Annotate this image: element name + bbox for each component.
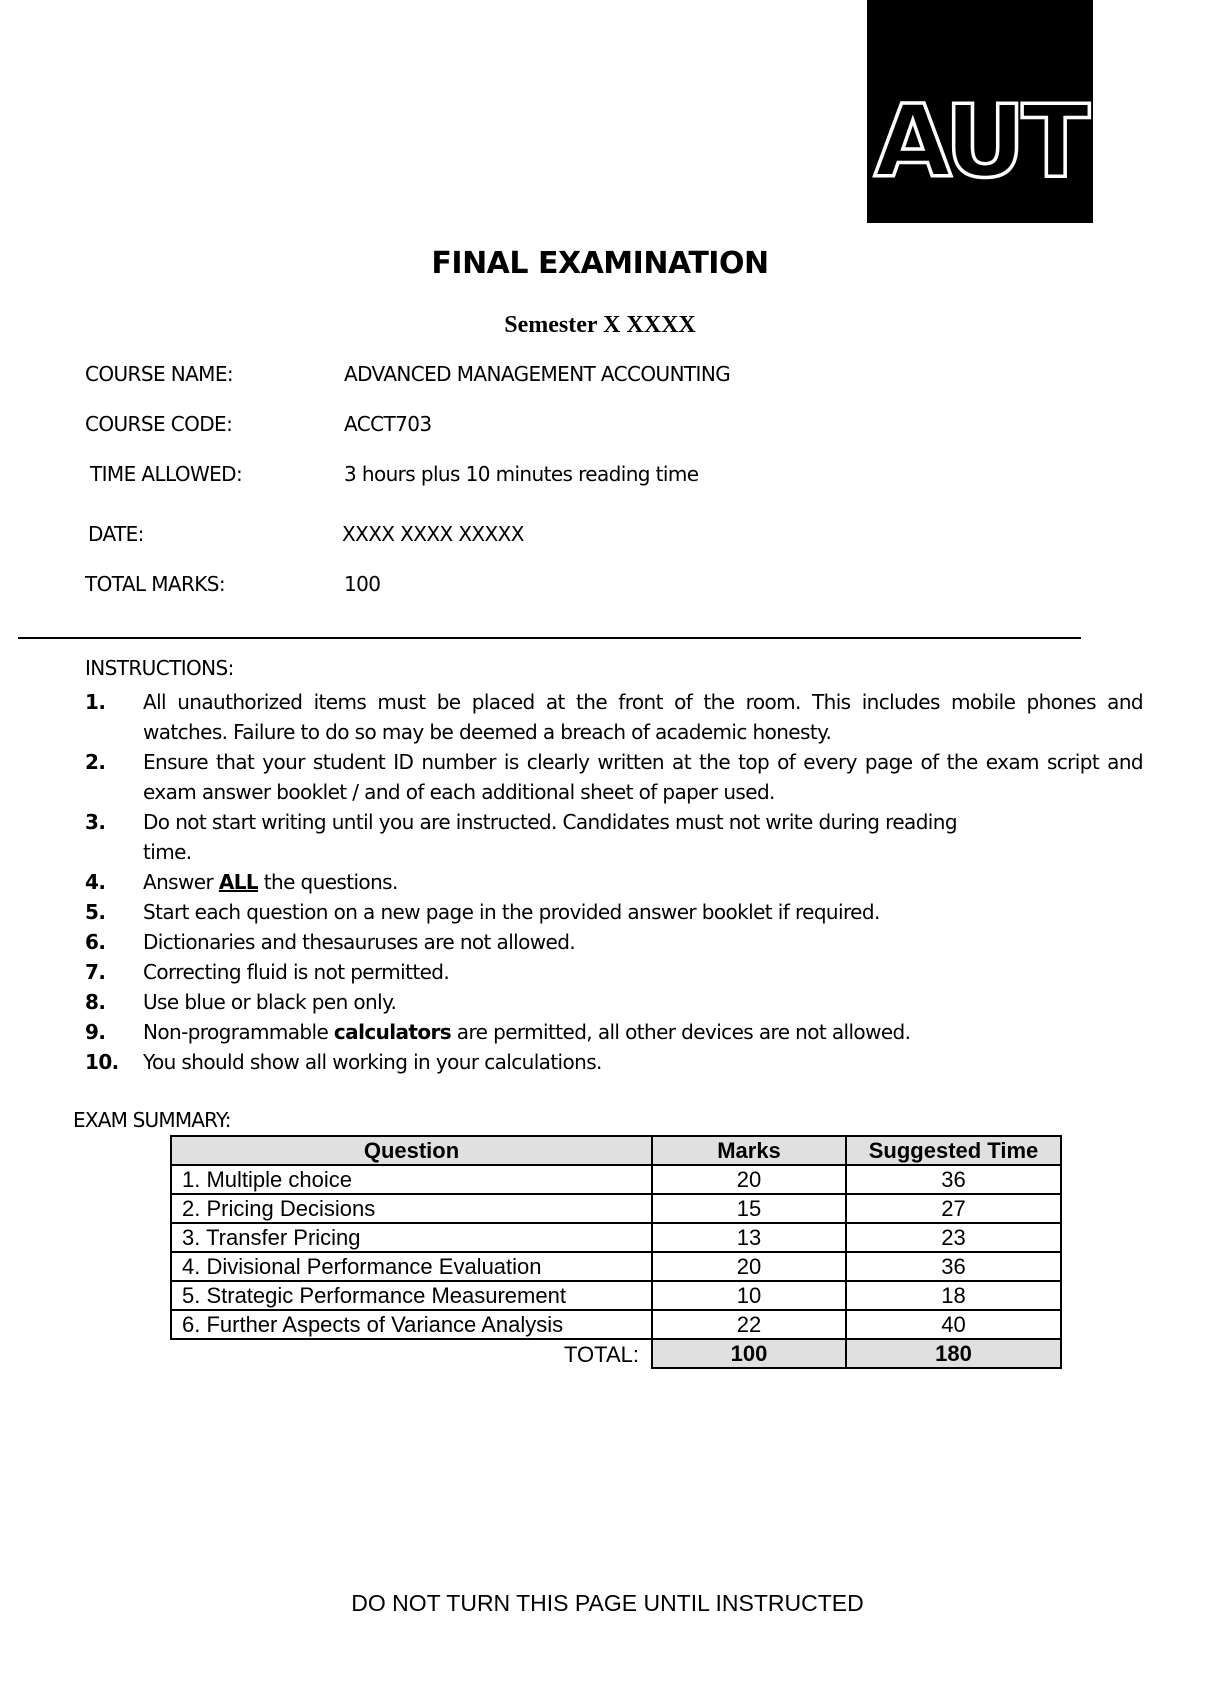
cell-marks: 15 bbox=[652, 1194, 846, 1223]
footer-notice: DO NOT TURN THIS PAGE UNTIL INSTRUCTED bbox=[351, 1590, 864, 1616]
cell-time: 40 bbox=[846, 1310, 1061, 1339]
column-header-marks: Marks bbox=[652, 1136, 846, 1165]
instruction-item bbox=[85, 867, 1143, 897]
instruction-text: Correcting fluid is not permitted. bbox=[143, 960, 450, 984]
exam-summary-table bbox=[170, 1135, 1062, 1369]
cell-time: 18 bbox=[846, 1281, 1061, 1310]
instruction-number: 1. bbox=[85, 690, 106, 714]
instruction-number: 3. bbox=[85, 810, 106, 834]
instructions-heading: INSTRUCTIONS: bbox=[85, 656, 234, 680]
instruction-text-pre: Answer bbox=[143, 870, 219, 894]
course-name-label: COURSE NAME: bbox=[85, 362, 234, 386]
instruction-emphasis: ALL bbox=[218, 870, 258, 894]
aut-logo-wordmark bbox=[874, 83, 1086, 200]
date-label: DATE: bbox=[88, 522, 144, 546]
instruction-number: 9. bbox=[85, 1020, 106, 1044]
instruction-text: Start each question on a new page in the provided answer booklet if required. bbox=[143, 900, 880, 924]
cell-marks: 20 bbox=[652, 1252, 846, 1281]
table-row bbox=[171, 1252, 1061, 1281]
cell-marks: 20 bbox=[652, 1165, 846, 1194]
cell-time: 27 bbox=[846, 1194, 1061, 1223]
cell-time: 36 bbox=[846, 1165, 1061, 1194]
instruction-item bbox=[85, 987, 1143, 1017]
instructions-list bbox=[85, 687, 1143, 1077]
time-allowed-value: 3 hours plus 10 minutes reading time bbox=[344, 462, 699, 486]
cell-time: 23 bbox=[846, 1223, 1061, 1252]
cell-question: 1. Multiple choice bbox=[171, 1165, 652, 1194]
instruction-item bbox=[85, 1017, 1143, 1047]
instruction-item bbox=[85, 747, 1143, 807]
table-row bbox=[171, 1194, 1061, 1223]
aut-logo bbox=[867, 0, 1093, 223]
instruction-text bbox=[143, 867, 1143, 897]
cell-question: 4. Divisional Performance Evaluation bbox=[171, 1252, 652, 1281]
date-value: XXXX XXXX XXXXX bbox=[342, 522, 524, 546]
time-allowed-label: TIME ALLOWED: bbox=[90, 462, 243, 486]
instruction-text: Use blue or black pen only. bbox=[143, 990, 397, 1014]
instruction-text-line2: time. bbox=[143, 840, 192, 864]
instruction-text: Dictionaries and thesauruses are not allowed. bbox=[143, 930, 576, 954]
cell-time: 36 bbox=[846, 1252, 1061, 1281]
total-marks-cell: 100 bbox=[652, 1339, 846, 1368]
divider-line bbox=[18, 637, 1081, 639]
svg-text:AUT: AUT bbox=[874, 83, 1086, 200]
cell-marks: 10 bbox=[652, 1281, 846, 1310]
instruction-number: 2. bbox=[85, 750, 106, 774]
course-code-label: COURSE CODE: bbox=[85, 412, 233, 436]
cell-question: 3. Transfer Pricing bbox=[171, 1223, 652, 1252]
total-label: TOTAL: bbox=[564, 1341, 639, 1367]
instruction-item bbox=[85, 687, 1143, 747]
instruction-emphasis: calculators bbox=[333, 1020, 452, 1044]
instruction-text-post: the questions. bbox=[258, 870, 398, 894]
table-row bbox=[171, 1281, 1061, 1310]
cell-question: 5. Strategic Performance Measurement bbox=[171, 1281, 652, 1310]
cell-question: 6. Further Aspects of Variance Analysis bbox=[171, 1310, 652, 1339]
instruction-number: 6. bbox=[85, 930, 106, 954]
instruction-number: 7. bbox=[85, 960, 106, 984]
instruction-number: 4. bbox=[85, 870, 106, 894]
course-code-value: ACCT703 bbox=[344, 412, 432, 436]
instruction-text: All unauthorized items must be placed at the front of the room. This includes mobile phones and watches. Failure to do so may be deemed a breach of academic honesty. bbox=[143, 690, 1143, 744]
table-total-row bbox=[171, 1339, 1061, 1368]
semester-label: Semester X XXXX bbox=[504, 312, 696, 338]
column-header-question: Question bbox=[171, 1136, 652, 1165]
instruction-text bbox=[143, 807, 1143, 867]
course-name-value: ADVANCED MANAGEMENT ACCOUNTING bbox=[344, 362, 731, 386]
instruction-item bbox=[85, 957, 1143, 987]
instruction-number: 10. bbox=[85, 1050, 119, 1074]
cell-question: 2. Pricing Decisions bbox=[171, 1194, 652, 1223]
exam-summary-heading: EXAM SUMMARY: bbox=[73, 1108, 231, 1132]
instruction-text-pre: Non-programmable bbox=[143, 1020, 334, 1044]
instruction-text-post: are permitted, all other devices are not allowed. bbox=[451, 1020, 911, 1044]
instruction-text bbox=[143, 1017, 1143, 1047]
instruction-item bbox=[85, 807, 1143, 867]
instruction-text: Ensure that your student ID number is clearly written at the top of every page of the exam script and exam answer booklet / and of each additional sheet of paper used. bbox=[143, 750, 1143, 804]
cell-marks: 22 bbox=[652, 1310, 846, 1339]
cell-marks: 13 bbox=[652, 1223, 846, 1252]
instruction-item bbox=[85, 927, 1143, 957]
instruction-text: You should show all working in your calculations. bbox=[143, 1050, 602, 1074]
table-row bbox=[171, 1165, 1061, 1194]
table-header-row bbox=[171, 1136, 1061, 1165]
total-marks-label: TOTAL MARKS: bbox=[85, 572, 225, 596]
total-marks-value: 100 bbox=[344, 572, 381, 596]
exam-title: FINAL EXAMINATION bbox=[431, 246, 769, 281]
instruction-item bbox=[85, 897, 1143, 927]
column-header-time: Suggested Time bbox=[846, 1136, 1061, 1165]
table-row bbox=[171, 1310, 1061, 1339]
instruction-text-line1: Do not start writing until you are instructed. Candidates must not write during reading bbox=[143, 810, 957, 834]
instruction-item bbox=[85, 1047, 1143, 1077]
table-row bbox=[171, 1223, 1061, 1252]
instruction-number: 5. bbox=[85, 900, 106, 924]
total-time-cell: 180 bbox=[846, 1339, 1061, 1368]
instruction-number: 8. bbox=[85, 990, 106, 1014]
